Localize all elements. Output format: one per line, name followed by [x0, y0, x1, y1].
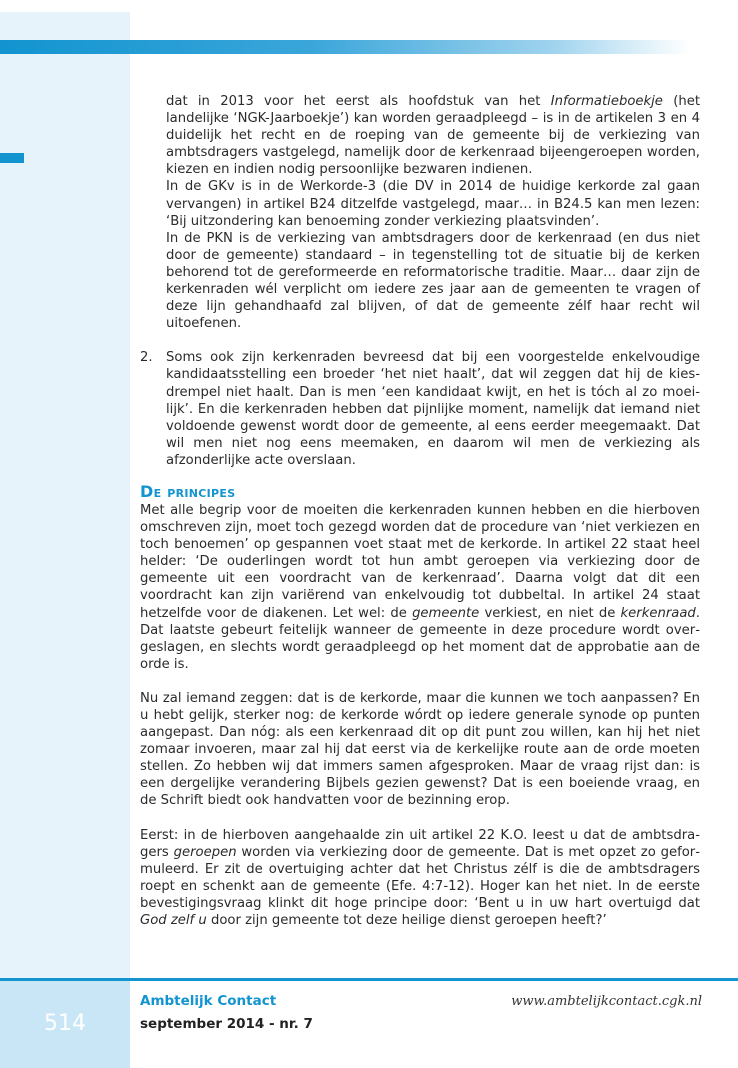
emphasis-text: geroepen	[173, 844, 237, 860]
emphasis-text: God zelf u	[140, 913, 207, 929]
top-gradient-bar	[0, 40, 690, 54]
section-paragraph-1: Met alle begrip voor de moeiten die kerkenraden kunnen hebben en die hierboven omschreven zijn, moet toch gezegd worden dat de procedure van ‘niet verkiezen en toch benoemen’ op gespannen voet staat met de kerkorde. In artikel 22 staat heel helder: ‘De ouderlingen wordt tot hun ambt geroepen via verkiezing door de gemeente uit een voordracht van de kerkenraad’. Daarna volgt dat dit een voordracht kan zijn variërend van enkelvoudig tot dubbeltal. In artikel 24 staat hetzelfde voor de diakenen. Let wel: de gemeente verkiest, en niet de kerkenraad. Dat laatste gebeurt feitelijk wanneer de gemeente in deze procedure wordt overgeslagen, en slechts wordt geraadpleegd op het moment dat de approbatie aan de orde is.	[140, 502, 700, 672]
section-heading: De principes	[140, 481, 236, 501]
issue-label: september 2014 - nr. 7	[140, 1016, 313, 1032]
section-paragraph-3: Eerst: in de hierboven aangehaalde zin uit artikel 22 K.O. leest u dat de ambtsdragers geroepen worden via verkiezing door de gemeente. Dat is met opzet zo geformuleerd. Er zit de overtuiging achter dat het Christus zélf is die de ambtsdragers roept en schenkt aan de gemeente (Efe. 4:7-12). Hoger kan het niet. In de eerste bevestigingsvraag klinkt dit hoge principe door: ‘Bent u in uw hart overtuigd dat God zelf u door zijn gemeente tot deze heilige dienst geroepen heeft?’	[140, 827, 700, 929]
section-paragraph-2: Nu zal iemand zeggen: dat is de kerkorde, maar die kunnen we toch aanpassen? En u hebt gelijk, sterker nog: de kerkorde wórdt op iedere generale synode op punten aangepast. Dan nóg: als een kerkenraad dit op dit punt zou willen, kan hij het niet zomaar invoeren, maar zal hij dat eerst via de kerkelijke route aan de orde moeten stellen. Zo hebben wij dat immers samen afgesproken. Maar de vraag rijst dan: is een dergelijke verandering Bijbels gezien gewenst? Dat is een boeiende vraag, en de Schrift biedt ook handvatten voor de bezinning erop.	[140, 690, 700, 809]
intro-paragraph-1: dat in 2013 voor het eerst als hoofdstuk van het Informatieboekje (het landelijke ‘NGK-Jaarboekje’) kan worden geraadpleegd – is in de artikelen 3 en 4 duidelijk het recht en de roeping van de gemeente bij de verkiezing van ambtsdragers vastgelegd, namelijk door de kerkenraad bijeengeroepen worden, kiezen en indien nodig persoonlijke bezwaren indienen.	[166, 94, 700, 178]
emphasis-text: kerkenraad	[620, 605, 696, 621]
intro-paragraph-2: In de GKv is in de Werkorde-3 (die DV in 2014 de huidige kerkorde zal gaan vervangen) in artikel B24 ditzelfde vastgelegd, maar… in B24.5 kan men lezen: ‘Bij uitzondering kan benoeming zonder verkiezing plaatsvinden’.	[166, 179, 700, 229]
journal-title: Ambtelijk Contact	[140, 993, 277, 1009]
page-number: 514	[44, 1011, 86, 1036]
list-item-2	[140, 349, 700, 469]
list-item-number: 2.	[140, 350, 153, 366]
emphasis-text: gemeente	[412, 605, 480, 621]
article-body	[140, 93, 700, 929]
margin-top-block	[0, 12, 130, 40]
website-link[interactable]: www.ambtelijkcontact.cgk.nl	[511, 994, 702, 1009]
intro-paragraph-3: In de PKN is de verkiezing van ambtsdragers door de kerkenraad (en dus niet door de gemeente) standaard – in tegenstelling tot de situatie bij de kerken behorend tot de gereformeerde en reformatorische traditie. Maar… daar zijn de kerkenraden wél verplicht om iedere zes jaar aan de gemeenten te vragen of deze lijn gehandhaafd zal blijven, of dat de gemeente zélf haar recht wil uitoefenen.	[166, 230, 700, 332]
list-item-text: Soms ook zijn kerkenraden bevreesd dat bij een voorgestelde enkelvoudige kandidaatsstelling een broeder ‘het niet haalt’, dat wil zeggen dat hij de kiesdrempel niet haalt. Dan is men ‘een kandidaat kwijt, en het is tóch al zo moeilijk’. En die kerkenraden hebben dat pijnlijke moment, namelijk dat iemand niet voldoende gewenst wordt door de gemeente, al eens eerder meegemaakt. Dat wil men niet nog eens meemaken, en daarom wil men de verkiezing als afzonderlijke acte overslaan.	[166, 350, 700, 468]
emphasis-text: Informatieboekje	[550, 94, 663, 109]
side-tab-marker	[0, 153, 24, 163]
